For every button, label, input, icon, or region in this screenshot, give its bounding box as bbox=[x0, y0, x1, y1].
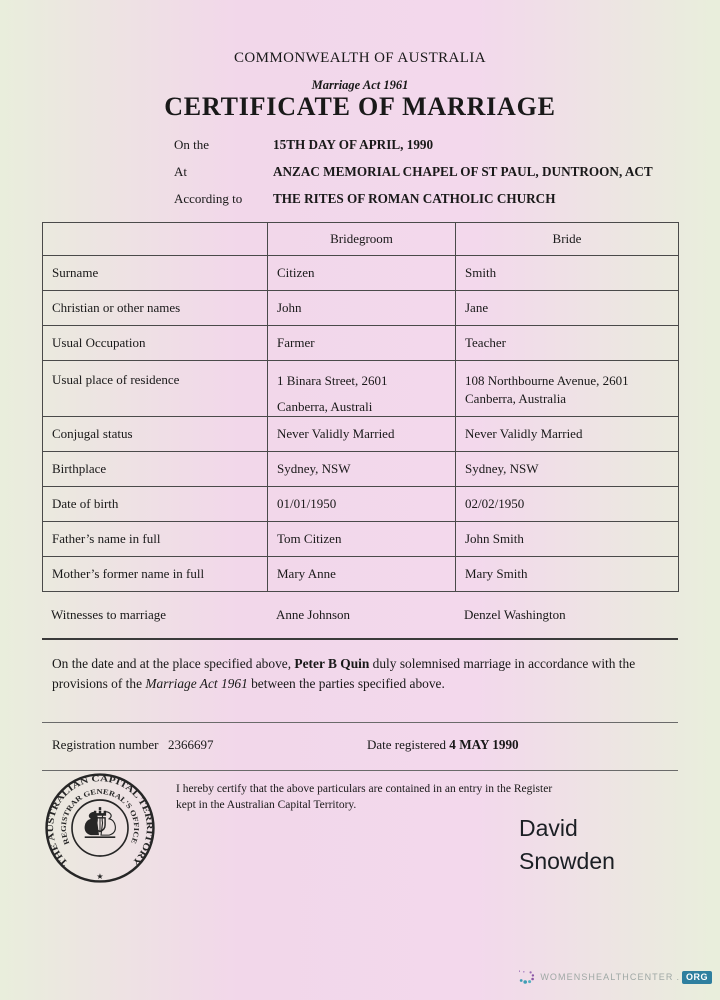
registration-number-label: Registration number bbox=[52, 737, 159, 752]
watermark-separator: . bbox=[676, 972, 679, 982]
detail-label: On the bbox=[174, 136, 210, 152]
solemnisation-text: between the parties specified above. bbox=[247, 675, 445, 691]
certificate-title: CERTIFICATE OF MARRIAGE bbox=[164, 92, 556, 121]
row-label: Usual Occupation bbox=[43, 326, 268, 361]
table-row-birthplace bbox=[43, 452, 679, 487]
detail-row-rites bbox=[174, 185, 653, 212]
residence-line: Canberra, Australia bbox=[465, 391, 567, 406]
table-row-names bbox=[43, 291, 679, 326]
detail-row-place bbox=[174, 158, 653, 185]
bride-residence bbox=[456, 361, 679, 417]
divider-above-certification bbox=[42, 770, 678, 771]
table-row-date-of-birth bbox=[43, 487, 679, 522]
ceremony-details bbox=[174, 131, 653, 212]
table-row-residence bbox=[43, 361, 679, 417]
witness-bride: Denzel Washington bbox=[464, 606, 566, 622]
empty-header-cell bbox=[43, 223, 268, 256]
row-label: Date of birth bbox=[43, 487, 268, 522]
bride-conjugal-status: Never Validly Married bbox=[456, 417, 679, 452]
residence-line: 1 Binara Street, 2601 bbox=[277, 373, 388, 388]
watermark-org-badge: ORG bbox=[682, 971, 712, 984]
parties-table bbox=[42, 222, 679, 592]
registrar-general-seal bbox=[44, 772, 156, 884]
registration-row bbox=[52, 737, 668, 759]
witness-bridegroom: Anne Johnson bbox=[276, 606, 351, 622]
residence-line: 108 Northbourne Avenue, 2601 bbox=[465, 373, 629, 388]
bride-occupation: Teacher bbox=[456, 326, 679, 361]
detail-label: At bbox=[174, 163, 187, 179]
certification-line: kept in the Australian Capital Territory. bbox=[176, 798, 357, 811]
row-label: Christian or other names bbox=[43, 291, 268, 326]
commonwealth-heading: COMMONWEALTH OF AUSTRALIA bbox=[234, 50, 486, 66]
bride-column-header: Bride bbox=[456, 223, 679, 256]
act-reference: Marriage Act 1961 bbox=[145, 675, 248, 691]
solemnisation-text: duly solemnised marriage in accordance with the provisions of the bbox=[52, 656, 636, 691]
ceremony-rites: THE RITES OF ROMAN CATHOLIC CHURCH bbox=[273, 190, 556, 206]
row-label: Father’s name in full bbox=[43, 522, 268, 557]
bridegroom-date-of-birth: 01/01/1950 bbox=[268, 487, 456, 522]
bridegroom-names: John bbox=[268, 291, 456, 326]
date-registered bbox=[367, 737, 519, 753]
certification-line: I hereby certify that the above particulars are contained in an entry in the Register bbox=[176, 783, 553, 795]
row-label: Birthplace bbox=[43, 452, 268, 487]
bride-birthplace: Sydney, NSW bbox=[456, 452, 679, 487]
witnesses-label: Witnesses to marriage bbox=[51, 606, 166, 622]
bridegroom-surname: Citizen bbox=[268, 256, 456, 291]
row-label: Usual place of residence bbox=[43, 361, 268, 417]
bride-father-name: John Smith bbox=[456, 522, 679, 557]
table-row-father bbox=[43, 522, 679, 557]
table-row-conjugal-status bbox=[43, 417, 679, 452]
bride-surname: Smith bbox=[456, 256, 679, 291]
seal-outer-text: THE AUSTRALIAN CAPITAL TERRITORY bbox=[45, 773, 155, 869]
detail-label: According to bbox=[174, 190, 243, 206]
table-row-occupation bbox=[43, 326, 679, 361]
watermark-swirl-icon bbox=[519, 969, 537, 985]
bridegroom-residence bbox=[268, 361, 456, 417]
table-row-mother bbox=[43, 557, 679, 592]
row-label: Mother’s former name in full bbox=[43, 557, 268, 592]
bridegroom-mother-name: Mary Anne bbox=[268, 557, 456, 592]
divider-thick bbox=[42, 638, 678, 640]
signature-line: David bbox=[519, 815, 578, 841]
bride-mother-name: Mary Smith bbox=[456, 557, 679, 592]
witnesses-row bbox=[42, 591, 678, 638]
detail-row-date bbox=[174, 131, 653, 158]
date-registered-value: 4 MAY 1990 bbox=[449, 737, 519, 752]
date-registered-label: Date registered bbox=[367, 737, 450, 752]
solemnisation-statement bbox=[52, 654, 658, 693]
solemnisation-text: On the date and at the place specified above, bbox=[52, 656, 295, 671]
watermark bbox=[519, 969, 712, 985]
registrar-signature bbox=[519, 812, 615, 878]
table-header-row bbox=[43, 223, 679, 256]
divider-above-registration bbox=[42, 722, 678, 723]
residence-line: Canberra, Australi bbox=[277, 399, 373, 414]
bridegroom-column-header: Bridegroom bbox=[268, 223, 456, 256]
row-label: Conjugal status bbox=[43, 417, 268, 452]
certification-statement bbox=[176, 782, 552, 813]
seal-star-icon: ★ bbox=[96, 871, 104, 881]
bridegroom-occupation: Farmer bbox=[268, 326, 456, 361]
celebrant-name: Peter B Quin bbox=[294, 656, 370, 671]
row-label: Surname bbox=[43, 256, 268, 291]
coat-of-arms-icon bbox=[85, 807, 116, 837]
watermark-name: WOMENSHEALTHCENTER bbox=[540, 972, 674, 982]
seal-inner-text: REGISTRAR GENERAL'S OFFICE bbox=[58, 786, 142, 847]
ceremony-place: ANZAC MEMORIAL CHAPEL OF ST PAUL, DUNTROON, ACT bbox=[273, 163, 653, 179]
ceremony-date: 15TH DAY OF APRIL, 1990 bbox=[273, 136, 434, 152]
table-row-surname bbox=[43, 256, 679, 291]
bride-names: Jane bbox=[456, 291, 679, 326]
bridegroom-father-name: Tom Citizen bbox=[268, 522, 456, 557]
bridegroom-conjugal-status: Never Validly Married bbox=[268, 417, 456, 452]
registration-number-value: 2366697 bbox=[168, 737, 214, 752]
signature-line: Snowden bbox=[519, 848, 615, 874]
bride-date-of-birth: 02/02/1950 bbox=[456, 487, 679, 522]
bridegroom-birthplace: Sydney, NSW bbox=[268, 452, 456, 487]
marriage-act-subheading: Marriage Act 1961 bbox=[311, 78, 409, 92]
